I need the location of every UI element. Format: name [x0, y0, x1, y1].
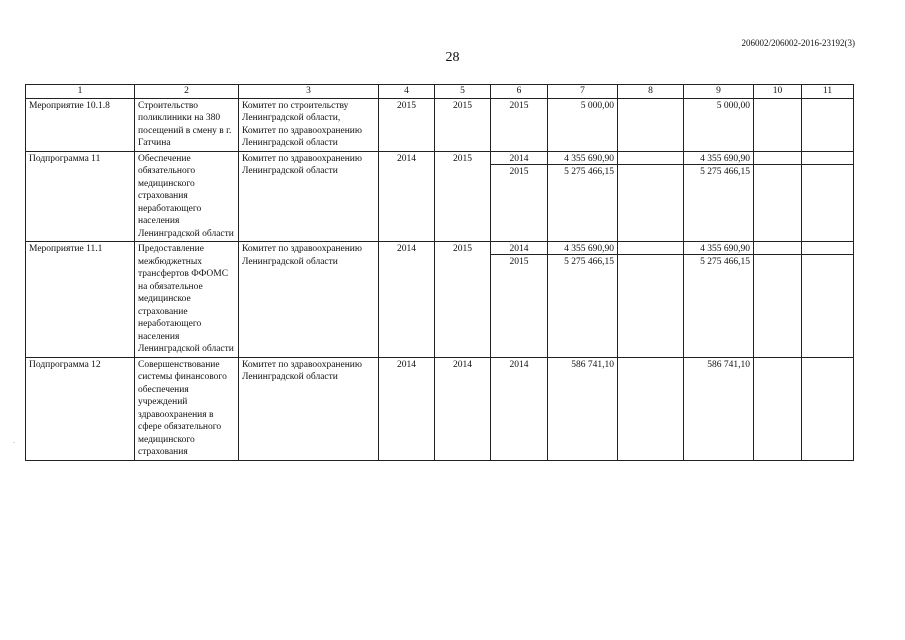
regional-amount: 5 000,00 — [684, 98, 754, 151]
column-header: 11 — [802, 85, 854, 99]
empty-cell — [618, 242, 684, 358]
fiscal-year-cell — [491, 151, 548, 242]
empty-cell — [802, 357, 854, 460]
end-year: 2015 — [435, 242, 491, 358]
start-year: 2014 — [379, 357, 435, 460]
fiscal-year: 2015 — [509, 257, 529, 267]
empty-subcell — [618, 242, 683, 255]
end-year: 2015 — [435, 151, 491, 242]
row-label: Мероприятие 10.1.8 — [26, 98, 135, 151]
fiscal-year: 2015 — [491, 98, 548, 151]
empty-subcell — [618, 165, 683, 178]
row-label: Мероприятие 11.1 — [26, 242, 135, 358]
column-header: 1 — [26, 85, 135, 99]
regional-amount: 5 275 466,15 — [700, 257, 750, 267]
empty-cell — [618, 98, 684, 151]
empty-subcell — [618, 152, 683, 165]
total-amount-cell — [548, 151, 618, 242]
total-amount: 4 355 690,90 — [548, 242, 617, 255]
row-label: Подпрограмма 12 — [26, 357, 135, 460]
row-label: Подпрограмма 11 — [26, 151, 135, 242]
table-row — [26, 242, 854, 358]
empty-subcell — [754, 255, 801, 268]
empty-cell — [802, 242, 854, 358]
column-header: 8 — [618, 85, 684, 99]
total-amount: 5 000,00 — [548, 98, 618, 151]
regional-amount: 4 355 690,90 — [684, 152, 753, 165]
document-id: 206002/206002-2016-23192(3) — [741, 38, 855, 48]
table-row — [26, 98, 854, 151]
empty-subcell — [618, 255, 683, 268]
empty-cell — [802, 151, 854, 242]
row-description: Обеспечение обязательного медицинского страхования неработающего населения Ленинградской области — [135, 151, 239, 242]
empty-cell — [754, 98, 802, 151]
page-number: 28 — [445, 50, 460, 65]
table-row — [26, 357, 854, 460]
fiscal-year: 2014 — [491, 357, 548, 460]
row-description: Совершенствование системы финансового обеспечения учреждений здравоохранения в сфере обязательного медицинского страхования — [135, 357, 239, 460]
empty-subcell — [754, 152, 801, 165]
fiscal-year: 2014 — [491, 242, 547, 255]
empty-cell — [618, 151, 684, 242]
start-year: 2014 — [379, 151, 435, 242]
column-header: 6 — [491, 85, 548, 99]
empty-subcell — [802, 152, 853, 165]
regional-amount-cell — [684, 151, 754, 242]
column-header: 9 — [684, 85, 754, 99]
regional-amount: 4 355 690,90 — [684, 242, 753, 255]
column-header: 2 — [135, 85, 239, 99]
column-header: 7 — [548, 85, 618, 99]
column-header: 5 — [435, 85, 491, 99]
empty-cell — [754, 151, 802, 242]
margin-mark: . — [13, 436, 15, 445]
empty-cell — [618, 357, 684, 460]
start-year: 2015 — [379, 98, 435, 151]
row-executor: Комитет по здравоохранению Ленинградской области — [239, 357, 379, 460]
empty-cell — [754, 357, 802, 460]
fiscal-year: 2015 — [509, 166, 529, 177]
empty-cell — [754, 242, 802, 358]
header-row — [26, 85, 854, 99]
total-amount-cell — [548, 242, 618, 358]
total-amount: 4 355 690,90 — [548, 152, 617, 165]
end-year: 2014 — [435, 357, 491, 460]
regional-amount-cell — [684, 242, 754, 358]
total-amount: 5 275 466,15 — [564, 166, 614, 177]
row-executor: Комитет по здравоохранению Ленинградской области — [239, 242, 379, 358]
end-year: 2015 — [435, 98, 491, 151]
empty-cell — [802, 98, 854, 151]
regional-amount: 586 741,10 — [684, 357, 754, 460]
row-executor: Комитет по строительству Ленинградской области, Комитет по здравоохранению Ленинградской области — [239, 98, 379, 151]
row-description: Предоставление межбюджетных трансфертов ФФОМС на обязательное медицинское страхование неработающего населения Ленинградской области — [135, 242, 239, 358]
empty-subcell — [754, 165, 801, 178]
budget-table — [25, 84, 854, 461]
empty-subcell — [802, 165, 853, 178]
fiscal-year: 2014 — [491, 152, 547, 165]
empty-subcell — [802, 242, 853, 255]
total-amount: 586 741,10 — [548, 357, 618, 460]
row-executor: Комитет по здравоохранению Ленинградской области — [239, 151, 379, 242]
regional-amount: 5 275 466,15 — [700, 166, 750, 177]
row-description: Строительство поликлиники на 380 посещений в смену в г. Гатчина — [135, 98, 239, 151]
table-row — [26, 151, 854, 242]
empty-subcell — [802, 255, 853, 268]
column-header: 3 — [239, 85, 379, 99]
column-header: 4 — [379, 85, 435, 99]
total-amount: 5 275 466,15 — [564, 257, 614, 267]
column-header: 10 — [754, 85, 802, 99]
start-year: 2014 — [379, 242, 435, 358]
fiscal-year-cell — [491, 242, 548, 358]
empty-subcell — [754, 242, 801, 255]
